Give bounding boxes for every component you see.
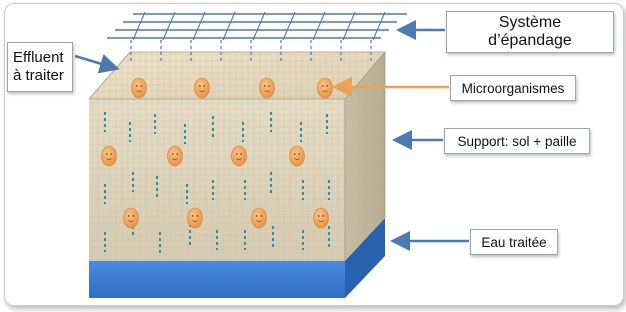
spray-crossbar — [193, 12, 205, 40]
spray-crossbar — [133, 12, 145, 40]
microorganism — [132, 78, 147, 98]
spray-crossbar — [313, 12, 325, 40]
label-systeme-line2: d’épandage — [488, 32, 572, 49]
diagram-frame — [4, 3, 624, 306]
microorganism — [290, 146, 305, 166]
microorganism — [314, 208, 329, 228]
effluent-arrow — [75, 56, 115, 68]
microorganism — [318, 78, 333, 98]
spray-crossbar — [253, 12, 265, 40]
label-effluent-line1: Effluent — [13, 49, 64, 66]
microorganism — [168, 146, 183, 166]
spray-crossbar — [283, 12, 295, 40]
water-layer-front — [89, 261, 345, 298]
label-systeme-line1: Système — [498, 14, 562, 31]
label-eau-traitee: Eau traitée — [470, 229, 558, 255]
microorganism — [260, 78, 275, 98]
spray-crossbar — [343, 12, 355, 40]
label-support: Support: sol + paille — [444, 128, 590, 154]
label-systeme-epandage — [446, 11, 614, 53]
spray-crossbar — [163, 12, 175, 40]
spray-crossbar — [223, 12, 235, 40]
label-microorganismes: Microorganismes — [450, 75, 576, 101]
spray-crossbar — [373, 12, 385, 40]
label-effluent — [7, 42, 73, 92]
microorganism — [188, 208, 203, 228]
microorganism — [124, 208, 139, 228]
label-effluent-line2: à traiter — [13, 67, 64, 84]
microorganism — [232, 146, 247, 166]
microorganism — [102, 146, 117, 166]
microorganism — [195, 78, 210, 98]
microorganism — [252, 208, 267, 228]
